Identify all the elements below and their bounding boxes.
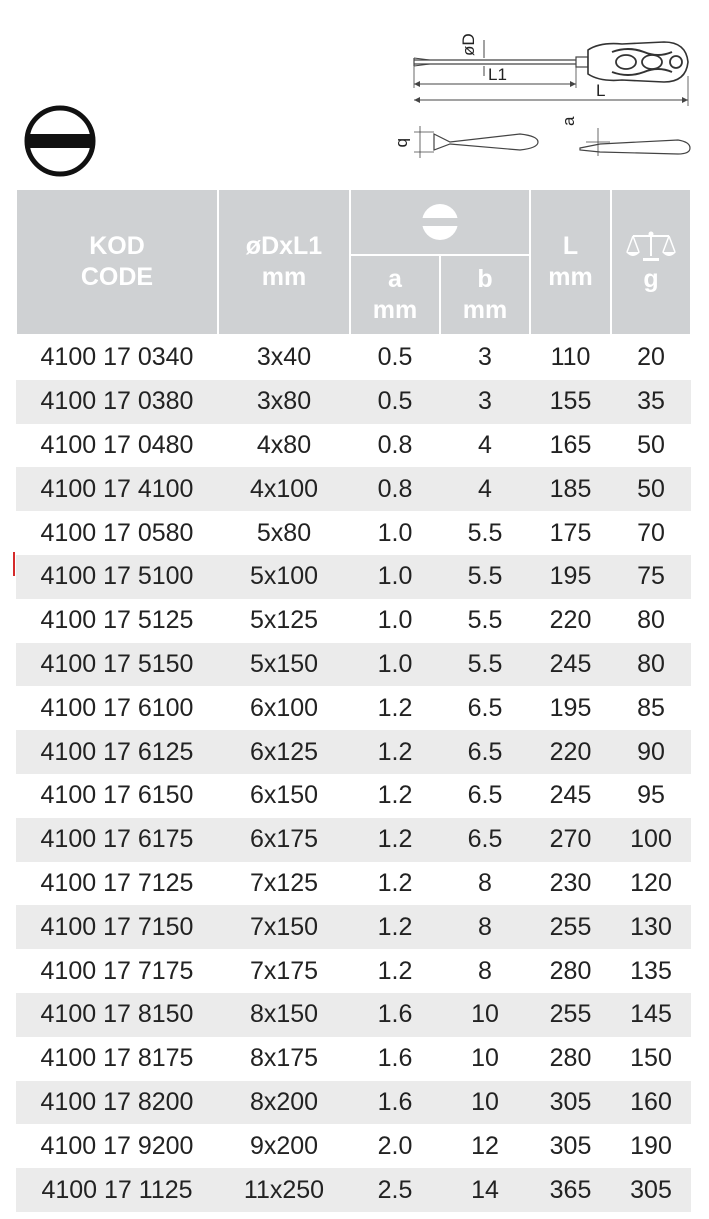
weight-cell: 120 <box>630 868 672 897</box>
table-row <box>16 599 691 643</box>
b-cell: 6.5 <box>440 818 530 862</box>
length-cell: 195 <box>530 555 611 599</box>
table-row <box>16 1124 691 1168</box>
table-row <box>16 730 691 774</box>
weight-cell: 35 <box>611 380 691 424</box>
b-cell: 8 <box>478 956 492 985</box>
length-cell: 270 <box>530 818 611 862</box>
dimension-cell: 6x100 <box>249 693 319 722</box>
dimension-cell: 8x200 <box>218 1081 350 1125</box>
length-cell: 305 <box>549 1131 592 1160</box>
length-cell: 185 <box>530 467 611 511</box>
header-code-line1: KOD <box>89 232 145 260</box>
table-row <box>16 335 691 380</box>
weight-cell: 20 <box>637 343 665 372</box>
table-row <box>16 555 691 599</box>
length-cell: 155 <box>530 380 611 424</box>
dimension-cell: 4x100 <box>218 467 350 511</box>
table-row <box>16 862 691 906</box>
dimension-cell: 7x175 <box>249 956 319 985</box>
a-cell: 0.8 <box>350 467 440 511</box>
header-b <box>440 255 530 335</box>
header-b-line1: b <box>477 265 493 293</box>
dimension-cell: 3x40 <box>256 343 312 372</box>
weight-cell: 150 <box>630 1044 672 1073</box>
dimension-cell: 7x150 <box>218 905 350 949</box>
table-row <box>16 993 691 1037</box>
shaft-length-label: L1 <box>488 65 507 84</box>
code-cell: 4100 17 8200 <box>16 1081 218 1125</box>
a-cell: 1.2 <box>377 693 413 722</box>
table-row <box>16 424 691 468</box>
a-cell: 2.0 <box>377 1131 413 1160</box>
blade-width-detail <box>390 118 540 166</box>
weight-cell: 50 <box>611 467 691 511</box>
weight-cell: 95 <box>637 781 665 810</box>
code-cell: 4100 17 6150 <box>40 781 194 810</box>
b-cell: 12 <box>471 1131 499 1160</box>
dimension-cell: 9x200 <box>249 1131 319 1160</box>
length-cell: 165 <box>549 430 592 459</box>
table-row <box>16 467 691 511</box>
header-a-line1: a <box>388 265 402 293</box>
b-cell: 14 <box>440 1168 530 1212</box>
length-cell: 175 <box>549 518 592 547</box>
weight-cell: 305 <box>611 1168 691 1212</box>
length-cell: 245 <box>549 781 592 810</box>
length-cell: 220 <box>549 606 592 635</box>
b-cell: 8 <box>440 905 530 949</box>
dimension-cell: 4x80 <box>256 430 312 459</box>
weight-cell: 75 <box>611 555 691 599</box>
a-cell: 1.2 <box>350 730 440 774</box>
code-cell: 4100 17 0380 <box>16 380 218 424</box>
header-a <box>350 255 440 335</box>
a-cell: 0.5 <box>377 343 413 372</box>
length-cell: 195 <box>549 693 592 722</box>
dimension-cell: 8x175 <box>249 1044 319 1073</box>
total-length-label: L <box>596 81 606 100</box>
code-cell: 4100 17 5100 <box>16 555 218 599</box>
b-cell: 3 <box>440 380 530 424</box>
dimension-cell: 3x80 <box>218 380 350 424</box>
dimension-cell: 11x250 <box>218 1168 350 1212</box>
a-cell: 1.2 <box>377 781 413 810</box>
a-cell: 1.6 <box>350 993 440 1037</box>
length-cell: 110 <box>550 343 591 372</box>
blade-width-label: b <box>394 138 413 148</box>
a-cell: 1.2 <box>350 818 440 862</box>
b-cell: 5.5 <box>440 555 530 599</box>
blade-thickness-detail <box>559 112 700 164</box>
code-cell: 4100 17 7175 <box>40 956 194 985</box>
code-cell: 4100 17 7125 <box>40 868 194 897</box>
dimension-cell: 5x80 <box>256 518 312 547</box>
code-cell: 4100 17 7150 <box>16 905 218 949</box>
weight-cell: 135 <box>630 956 672 985</box>
b-cell: 10 <box>440 1081 530 1125</box>
table-row <box>16 1168 691 1212</box>
weight-cell: 50 <box>637 430 665 459</box>
a-cell: 1.0 <box>377 606 413 635</box>
weight-cell: 80 <box>637 606 665 635</box>
weight-cell: 85 <box>637 693 665 722</box>
code-cell: 4100 17 6125 <box>16 730 218 774</box>
dimension-cell: 5x150 <box>218 643 350 687</box>
a-cell: 2.5 <box>350 1168 440 1212</box>
slotted-blade-icon <box>421 203 459 241</box>
length-cell: 365 <box>530 1168 611 1212</box>
header-length-line2: mm <box>548 263 593 291</box>
slotted-screwdriver-icon <box>24 105 96 177</box>
table-row <box>16 1081 691 1125</box>
table-row <box>16 380 691 424</box>
code-cell: 4100 17 0480 <box>40 430 194 459</box>
weight-cell: 80 <box>611 643 691 687</box>
dimension-cell: 7x125 <box>249 868 319 897</box>
code-cell: 4100 17 5125 <box>40 606 194 635</box>
table-row <box>16 905 691 949</box>
weight-cell: 90 <box>611 730 691 774</box>
length-cell: 280 <box>549 956 592 985</box>
b-cell: 10 <box>440 993 530 1037</box>
header-a-line2: mm <box>372 296 418 324</box>
code-cell: 4100 17 8175 <box>40 1044 194 1073</box>
header-dimension <box>218 189 350 335</box>
b-cell: 10 <box>471 1044 499 1073</box>
header-blade-symbol <box>350 189 530 255</box>
b-cell: 6.5 <box>440 730 530 774</box>
table-row <box>16 511 691 555</box>
a-cell: 1.2 <box>350 905 440 949</box>
b-cell: 3 <box>478 343 492 372</box>
b-cell: 4 <box>478 430 492 459</box>
dimension-cell: 8x150 <box>218 993 350 1037</box>
header-dimension-line2: mm <box>261 263 307 291</box>
technical-drawing-area <box>0 0 709 188</box>
code-cell: 4100 17 0340 <box>40 343 194 372</box>
header-weight-unit: g <box>643 264 659 293</box>
a-cell: 1.0 <box>350 643 440 687</box>
header-code <box>16 189 218 335</box>
dimension-cell: 6x175 <box>218 818 350 862</box>
table-row <box>16 1037 691 1081</box>
b-cell: 6.5 <box>467 781 503 810</box>
length-cell: 280 <box>549 1044 592 1073</box>
length-cell: 255 <box>530 993 611 1037</box>
weight-cell: 130 <box>611 905 691 949</box>
header-dimension-line1: øDxL1 <box>245 232 323 260</box>
length-cell: 230 <box>549 868 592 897</box>
header-code-line2: CODE <box>80 263 154 291</box>
a-cell: 1.2 <box>377 868 413 897</box>
b-cell: 5.5 <box>467 606 503 635</box>
table-row <box>16 686 691 730</box>
dimension-cell: 5x100 <box>218 555 350 599</box>
dimension-cell: 6x150 <box>249 781 319 810</box>
diameter-label: øD <box>459 33 478 56</box>
code-cell: 4100 17 5150 <box>16 643 218 687</box>
header-length-line1: L <box>562 232 579 260</box>
table-row <box>16 949 691 993</box>
dimension-cell: 5x125 <box>249 606 319 635</box>
dimension-cell: 6x125 <box>218 730 350 774</box>
code-cell: 4100 17 6100 <box>40 693 194 722</box>
b-cell: 5.5 <box>467 518 503 547</box>
length-cell: 255 <box>530 905 611 949</box>
code-cell: 4100 17 0580 <box>40 518 194 547</box>
length-cell: 245 <box>530 643 611 687</box>
scale-icon <box>625 230 677 264</box>
code-cell: 4100 17 4100 <box>16 467 218 511</box>
a-cell: 1.6 <box>377 1044 413 1073</box>
weight-cell: 100 <box>611 818 691 862</box>
header-weight <box>611 189 691 335</box>
screwdriver-spec-table <box>15 188 692 1212</box>
weight-cell: 160 <box>611 1081 691 1125</box>
code-cell: 4100 17 9200 <box>40 1131 194 1160</box>
header-b-line2: mm <box>462 296 508 324</box>
code-cell: 4100 17 6175 <box>16 818 218 862</box>
spec-table-body <box>16 335 691 1212</box>
b-cell: 8 <box>478 868 492 897</box>
weight-cell: 70 <box>637 518 665 547</box>
table-row <box>16 818 691 862</box>
b-cell: 6.5 <box>467 693 503 722</box>
a-cell: 1.0 <box>350 555 440 599</box>
screwdriver-dimension-drawing <box>400 28 700 108</box>
a-cell: 1.6 <box>350 1081 440 1125</box>
a-cell: 1.0 <box>377 518 413 547</box>
table-row <box>16 643 691 687</box>
a-cell: 0.5 <box>350 380 440 424</box>
length-cell: 220 <box>530 730 611 774</box>
header-length <box>530 189 611 335</box>
code-cell: 4100 17 1125 <box>16 1168 218 1212</box>
table-row <box>16 774 691 818</box>
code-cell: 4100 17 8150 <box>16 993 218 1037</box>
length-cell: 305 <box>530 1081 611 1125</box>
b-cell: 5.5 <box>440 643 530 687</box>
weight-cell: 190 <box>630 1131 672 1160</box>
blade-thickness-label: a <box>559 116 578 126</box>
b-cell: 4 <box>440 467 530 511</box>
weight-cell: 145 <box>611 993 691 1037</box>
a-cell: 1.2 <box>377 956 413 985</box>
a-cell: 0.8 <box>377 430 413 459</box>
